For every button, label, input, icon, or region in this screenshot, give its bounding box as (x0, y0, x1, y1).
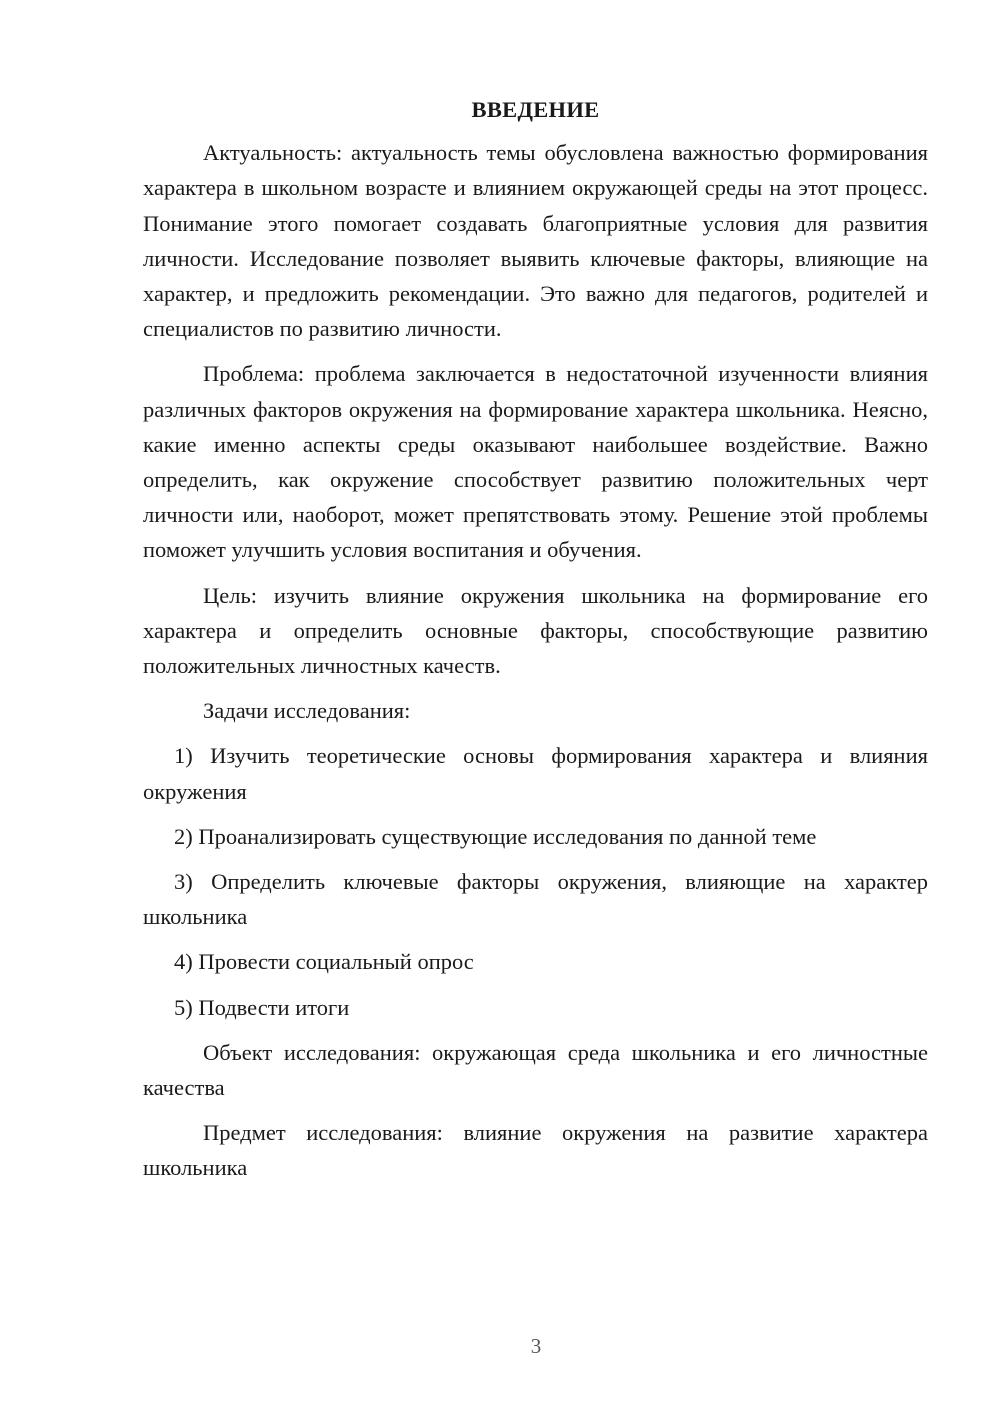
tasks-list (143, 738, 928, 1024)
problem-paragraph: Проблема: проблема заключается в недостаточной изученности влияния различных факторов окружения на формирование характера школьника. Неясно, какие именно аспекты среды оказывают наибольшее воздействие. Важно определить, как окружение способствует развитию положительных черт личности или, наоборот, может препятствовать этому. Решение этой проблемы поможет улучшить условия воспитания и обучения. (143, 361, 928, 563)
relevance-paragraph: Актуальность: актуальность темы обусловлена важностью формирования характера в школьном возрасте и влиянием окружающей среды на этот процесс. Понимание этого помогает создавать благоприятные условия для развития личности. Исследование позволяет выявить ключевые факторы, влияющие на характер, и предложить рекомендации. Это важно для педагогов, родителей и специалистов по развитию личности. (143, 140, 928, 342)
section-heading: ВВЕДЕНИЕ (471, 97, 600, 122)
list-item: 1) Изучить теоретические основы формирования характера и влияния окружения (143, 743, 928, 804)
object-paragraph: Объект исследования: окружающая среда школьника и его личностные качества (143, 1039, 928, 1101)
tasks-heading: Задачи исследования: (203, 698, 411, 724)
subject-paragraph: Предмет исследования: влияние окружения на развитие характера школьника (143, 1120, 928, 1181)
goal-paragraph: Цель: изучить влияние окружения школьника на формирование его характера и определить основные факторы, способствующие развитию положительных личностных качеств. (143, 582, 928, 679)
list-item: 4) Провести социальный опрос (174, 949, 474, 975)
page-number: 3 (530, 1334, 542, 1358)
page-content (143, 92, 928, 1196)
list-item: 5) Подвести итоги (174, 994, 350, 1020)
list-item: 3) Определить ключевые факторы окружения, влияющие на характер школьника (143, 869, 928, 930)
list-item: 2) Проанализировать существующие исследования по данной теме (174, 823, 817, 849)
